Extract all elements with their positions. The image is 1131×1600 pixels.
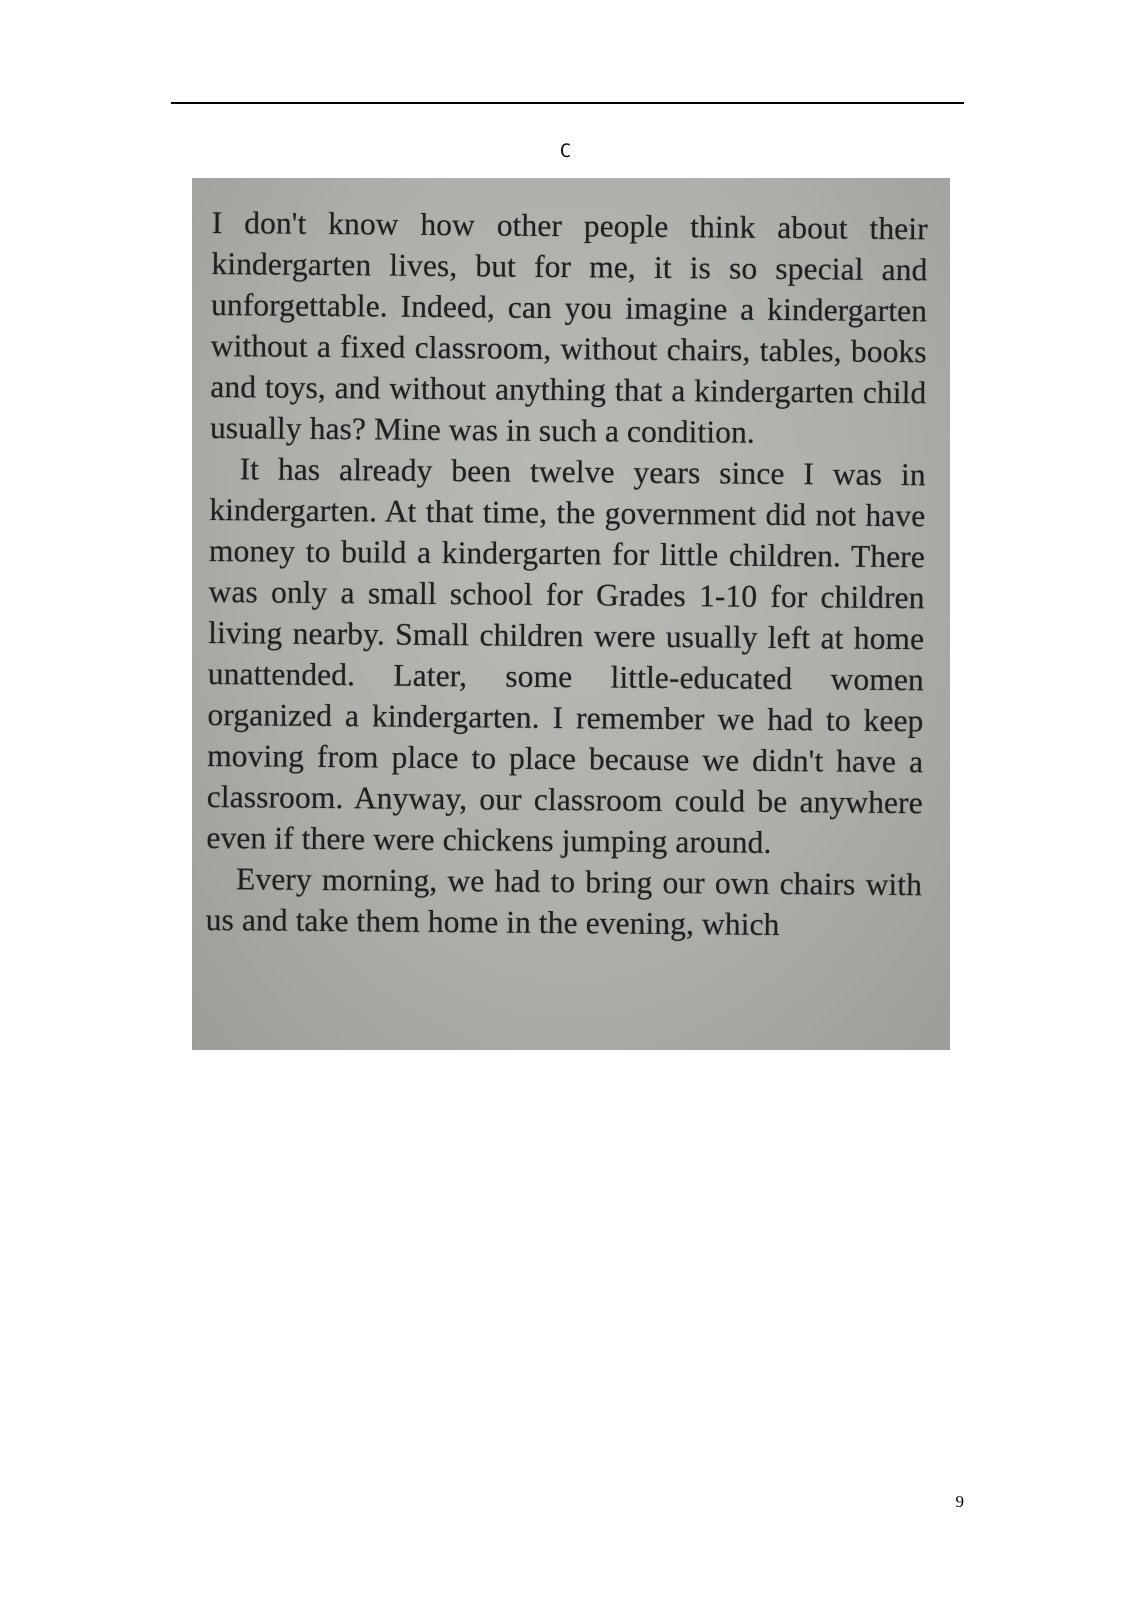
header-rule — [171, 102, 964, 104]
section-letter: C — [559, 140, 572, 162]
scanned-passage-image — [192, 178, 950, 1050]
passage-text — [206, 202, 928, 946]
passage-paragraph-2: It has already been twelve years since I was in kindergarten. At that time, the government did not have money to build a kindergarten for little children. There was only a small school for Grades 1-10 for children living nearby. Small children were usually left at home unattended. Later, some little-educated women organized a kindergarten. I remember we had to keep moving from place to place because we didn't have a classroom. Anyway, our classroom could be anywhere even if there were chickens jumping around. — [206, 451, 926, 860]
passage-paragraph-3: Every morning, we had to bring our own chairs with us and take them home in the evening, which — [205, 861, 923, 942]
passage-paragraph-1: I don't know how other people think about their kindergarten lives, but for me, it is so special and unforgettable. Indeed, can you imagine a kindergarten without a fixed classroom, without chairs, tables, books and toys, and without anything that a kindergarten child usually has? Mine was in such a condition. — [209, 204, 928, 450]
page-number: 9 — [955, 1492, 964, 1511]
